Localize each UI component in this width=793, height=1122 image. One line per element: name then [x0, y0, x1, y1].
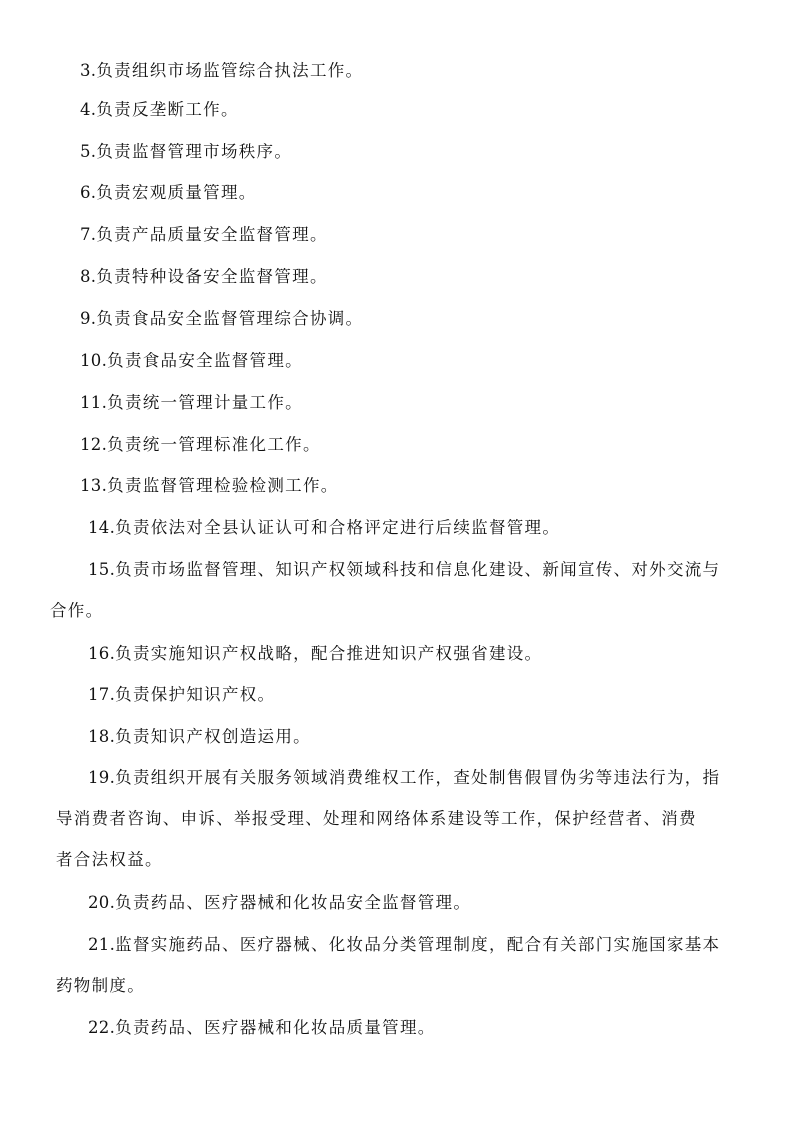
item-text: 负责保护知识产权。 [115, 685, 276, 704]
list-item [0, 89, 793, 130]
item-text: 负责实施知识产权战略，配合推进知识产权强省建设。 [115, 644, 543, 663]
item-text: 负责产品质量安全监督管理。 [96, 225, 328, 244]
list-item [0, 340, 793, 381]
list-item [0, 757, 793, 880]
list-item [0, 50, 793, 91]
item-number: 11. [80, 393, 108, 412]
item-number: 3. [80, 61, 97, 80]
item-number: 6. [80, 183, 97, 202]
item-text: 负责依法对全县认证认可和合格评定进行后续监督管理。 [115, 518, 561, 537]
item-number: 7. [80, 225, 97, 244]
item-text: 负责宏观质量管理。 [96, 183, 257, 202]
item-text: 负责食品安全监督管理综合协调。 [96, 309, 364, 328]
item-number: 15. [88, 560, 116, 579]
item-number: 13. [80, 476, 108, 495]
list-item [0, 549, 793, 631]
list-item [0, 882, 793, 923]
item-text: 负责监督管理市场秩序。 [96, 142, 293, 161]
list-item [0, 424, 793, 465]
item-number: 14. [88, 518, 116, 537]
item-text: 负责组织市场监管综合执法工作。 [96, 61, 364, 80]
list-item [0, 716, 793, 757]
list-item [0, 1007, 793, 1048]
item-number: 4. [80, 100, 97, 119]
list-item [0, 131, 793, 172]
list-item [0, 674, 793, 715]
item-text: 负责药品、医疗器械和化妆品质量管理。 [115, 1018, 436, 1037]
item-text: 负责市场监督管理、知识产权领域科技和信息化建设、新闻宣传、对外交流与 [115, 560, 721, 579]
item-number: 20. [88, 893, 116, 912]
item-text: 负责药品、医疗器械和化妆品安全监督管理。 [115, 893, 472, 912]
item-number: 19. [88, 768, 116, 787]
list-item [0, 214, 793, 255]
item-number: 9. [80, 309, 97, 328]
item-number: 12. [80, 435, 108, 454]
item-number: 8. [80, 267, 97, 286]
item-text: 负责特种设备安全监督管理。 [96, 267, 328, 286]
list-item [0, 172, 793, 213]
item-number: 10. [80, 351, 108, 370]
list-item [0, 924, 793, 1006]
item-number: 22. [88, 1018, 116, 1037]
item-text: 监督实施药品、医疗器械、化妆品分类管理制度，配合有关部门实施国家基本 [115, 935, 721, 954]
item-continuation: 者合法权益。 [56, 850, 163, 869]
list-item [0, 507, 793, 548]
list-item [0, 465, 793, 506]
item-text: 负责食品安全监督管理。 [107, 351, 303, 370]
list-item [0, 298, 793, 339]
item-text: 负责反垄断工作。 [96, 100, 239, 119]
list-item [0, 633, 793, 674]
item-text: 负责统一管理计量工作。 [107, 393, 303, 412]
item-continuation: 药物制度。 [56, 976, 145, 995]
item-number: 18. [88, 727, 116, 746]
item-number: 16. [88, 644, 116, 663]
item-number: 21. [88, 935, 116, 954]
item-continuation: 合作。 [50, 601, 104, 620]
item-number: 5. [80, 142, 97, 161]
item-continuation: 导消费者咨询、申诉、举报受理、处理和网络体系建设等工作，保护经营者、消费 [56, 809, 697, 828]
item-text: 负责统一管理标准化工作。 [107, 435, 321, 454]
item-text: 负责知识产权创造运用。 [115, 727, 311, 746]
list-item [0, 256, 793, 297]
item-number: 17. [88, 685, 116, 704]
list-item [0, 382, 793, 423]
item-text: 负责组织开展有关服务领域消费维权工作，查处制售假冒伪劣等违法行为，指 [115, 768, 721, 787]
item-text: 负责监督管理检验检测工作。 [107, 476, 339, 495]
